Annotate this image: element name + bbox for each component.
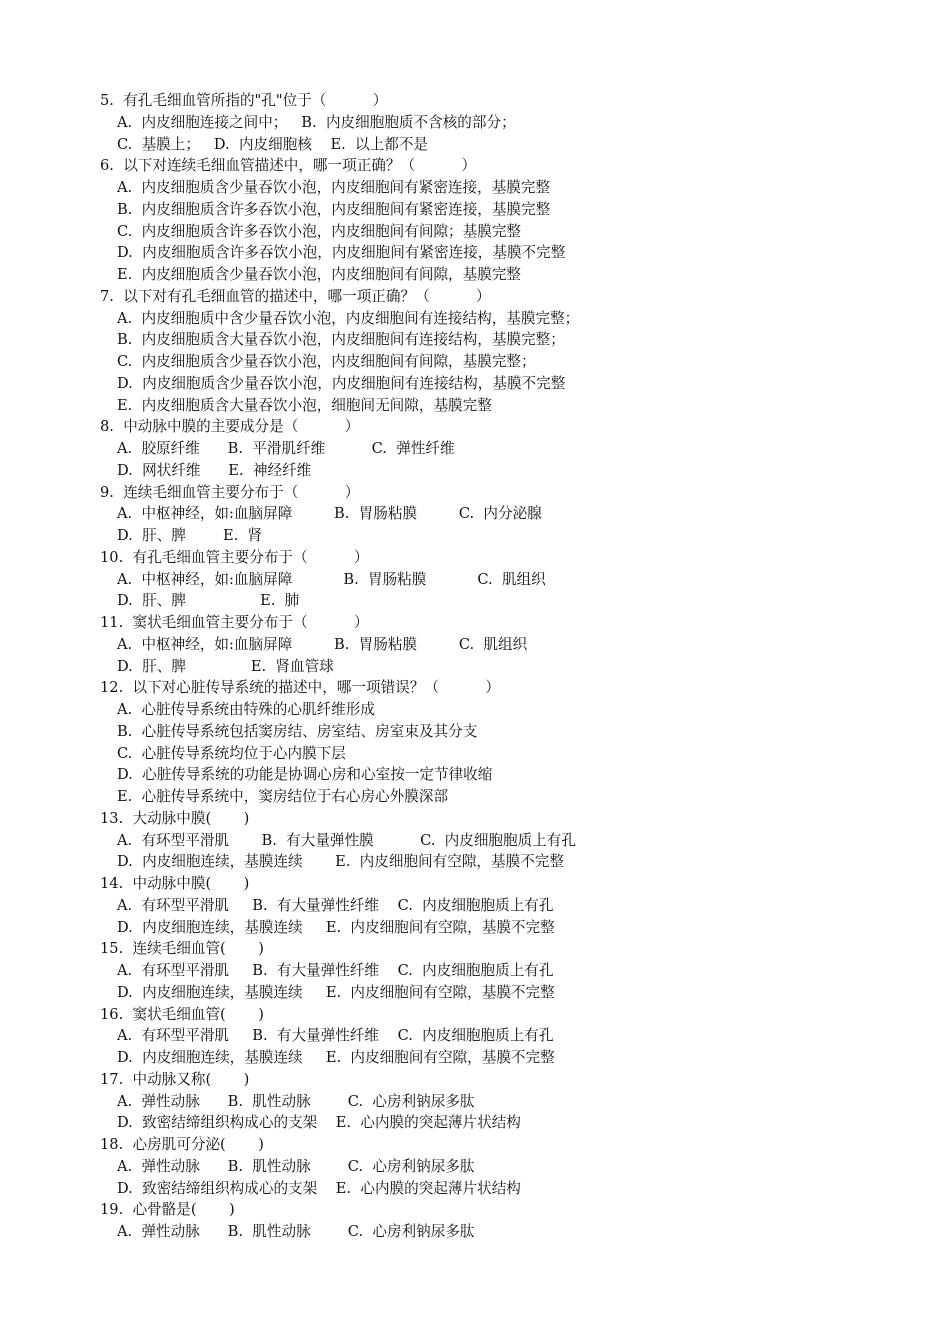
option-line: B. 内皮细胞质含许多吞饮小泡，内皮细胞间有紧密连接，基膜完整 [117, 200, 551, 218]
option-line: A. 弹性动脉 B. 肌性动脉 C. 心房利钠尿多肽 [117, 1157, 475, 1175]
option-line: D. 致密结缔组织构成心的支架 E. 心内膜的突起薄片状结构 [117, 1114, 521, 1132]
option-line: A. 有环型平滑肌 B. 有大量弹性纤维 C. 内皮细胞胞质上有孔 [117, 896, 554, 914]
option-line: D. 肝、脾 E. 肺 [117, 592, 300, 610]
question-block [100, 416, 860, 481]
option-line: C. 心脏传导系统均位于心内膜下层 [117, 744, 346, 762]
question-stem: 16. 窦状毛细血管( ) [100, 1005, 264, 1023]
question-stem: 19. 心骨骼是( ) [100, 1201, 235, 1219]
question-list [100, 90, 860, 1243]
question-stem: 10. 有孔毛细血管主要分布于（ ） [100, 548, 369, 566]
question-block [100, 938, 860, 1003]
option-line: C. 基膜上； D. 内皮细胞核 E. 以上都不是 [117, 135, 429, 153]
question-stem: 17. 中动脉又称( ) [100, 1070, 250, 1088]
question-block [100, 1069, 860, 1134]
option-line: A. 弹性动脉 B. 肌性动脉 C. 心房利钠尿多肽 [117, 1223, 475, 1240]
question-block [100, 1134, 860, 1199]
option-line: D. 致密结缔组织构成心的支架 E. 心内膜的突起薄片状结构 [117, 1179, 521, 1197]
option-line: A. 有环型平滑肌 B. 有大量弹性纤维 C. 内皮细胞胞质上有孔 [117, 1027, 554, 1045]
question-stem: 11. 窦状毛细血管主要分布于（ ） [100, 614, 369, 631]
option-line: D. 内皮细胞连续，基膜连续 E. 内皮细胞间有空隙，基膜不完整 [117, 853, 564, 871]
option-line: D. 内皮细胞连续，基膜连续 E. 内皮细胞间有空隙，基膜不完整 [117, 918, 555, 936]
question-stem: 15. 连续毛细血管( ) [100, 940, 264, 958]
option-line: D. 内皮细胞质含少量吞饮小泡，内皮细胞间有连接结构，基膜不完整 [117, 374, 566, 392]
option-line: A. 心脏传导系统由特殊的心肌纤维形成 [117, 701, 375, 718]
option-line: A. 有环型平滑肌 B. 有大量弹性纤维 C. 内皮细胞胞质上有孔 [117, 962, 554, 979]
question-block [100, 612, 860, 677]
question-stem: 5. 有孔毛细血管所指的"孔"位于（ ） [100, 92, 388, 109]
option-line: A. 中枢神经，如:血脑屏障 B. 胃肠粘膜 C. 内分泌腺 [117, 505, 542, 523]
question-block [100, 286, 860, 417]
option-line: B. 心脏传导系统包括窦房结、房室结、房室束及其分支 [117, 722, 478, 740]
option-line: D. 肝、脾 E. 肾 [117, 527, 263, 544]
option-line: A. 有环型平滑肌 B. 有大量弹性膜 C. 内皮细胞胞质上有孔 [117, 831, 576, 849]
question-block [100, 1199, 860, 1243]
option-line: E. 内皮细胞质含大量吞饮小泡，细胞间无间隙，基膜完整 [117, 396, 492, 414]
option-line: A. 内皮细胞连接之间中； B. 内皮细胞胞质不含核的部分； [117, 113, 516, 131]
question-block [100, 677, 860, 808]
option-line: C. 内皮细胞质含许多吞饮小泡，内皮细胞间有间隙；基膜完整 [117, 222, 522, 240]
option-line: B. 内皮细胞质含大量吞饮小泡，内皮细胞间有连接结构，基膜完整； [117, 331, 565, 349]
option-line: E. 心脏传导系统中，窦房结位于右心房心外膜深部 [117, 788, 449, 805]
question-stem: 14. 中动脉中膜( ) [100, 875, 250, 892]
question-stem: 9. 连续毛细血管主要分布于（ ） [100, 483, 360, 501]
question-block [100, 482, 860, 547]
question-block [100, 90, 860, 155]
question-block [100, 808, 860, 873]
option-line: D. 内皮细胞连续，基膜连续 E. 内皮细胞间有空隙，基膜不完整 [117, 1049, 555, 1066]
option-line: D. 肝、脾 E. 肾血管球 [117, 657, 334, 675]
question-stem: 8. 中动脉中膜的主要成分是（ ） [100, 418, 360, 436]
option-line: D. 内皮细胞连续，基膜连续 E. 内皮细胞间有空隙，基膜不完整 [117, 983, 555, 1001]
question-stem: 18. 心房肌可分泌( ) [100, 1136, 264, 1153]
option-line: A. 中枢神经，如:血脑屏障 B. 胃肠粘膜 C. 肌组织 [117, 635, 528, 653]
option-line: A. 内皮细胞质含少量吞饮小泡，内皮细胞间有紧密连接，基膜完整 [117, 179, 551, 196]
option-line: A. 弹性动脉 B. 肌性动脉 C. 心房利钠尿多肽 [117, 1092, 475, 1110]
option-line: A. 胶原纤维 B. 平滑肌纤维 C. 弹性纤维 [117, 440, 455, 457]
question-stem: 12. 以下对心脏传导系统的描述中，哪一项错误？（ ） [100, 679, 500, 697]
question-block [100, 547, 860, 612]
option-line: A. 中枢神经，如:血脑屏障 B. 胃肠粘膜 C. 肌组织 [117, 570, 546, 588]
option-line: D. 内皮细胞质含许多吞饮小泡，内皮细胞间有紧密连接，基膜不完整 [117, 244, 566, 262]
option-line: D. 心脏传导系统的功能是协调心房和心室按一定节律收缩 [117, 766, 493, 784]
option-line: E. 内皮细胞质含少量吞饮小泡，内皮细胞间有间隙，基膜完整 [117, 266, 522, 283]
question-stem: 13. 大动脉中膜( ) [100, 809, 250, 827]
question-stem: 6. 以下对连续毛细血管描述中，哪一项正确？（ ） [100, 157, 477, 175]
question-block [100, 155, 860, 286]
option-line: A. 内皮细胞质中含少量吞饮小泡，内皮细胞间有连接结构，基膜完整； [117, 309, 580, 327]
question-block [100, 1004, 860, 1069]
option-line: C. 内皮细胞质含少量吞饮小泡，内皮细胞间有间隙，基膜完整； [117, 353, 536, 370]
question-stem: 7. 以下对有孔毛细血管的描述中，哪一项正确？（ ） [100, 287, 491, 305]
question-block [100, 873, 860, 938]
option-line: D. 网状纤维 E. 神经纤维 [117, 461, 312, 479]
